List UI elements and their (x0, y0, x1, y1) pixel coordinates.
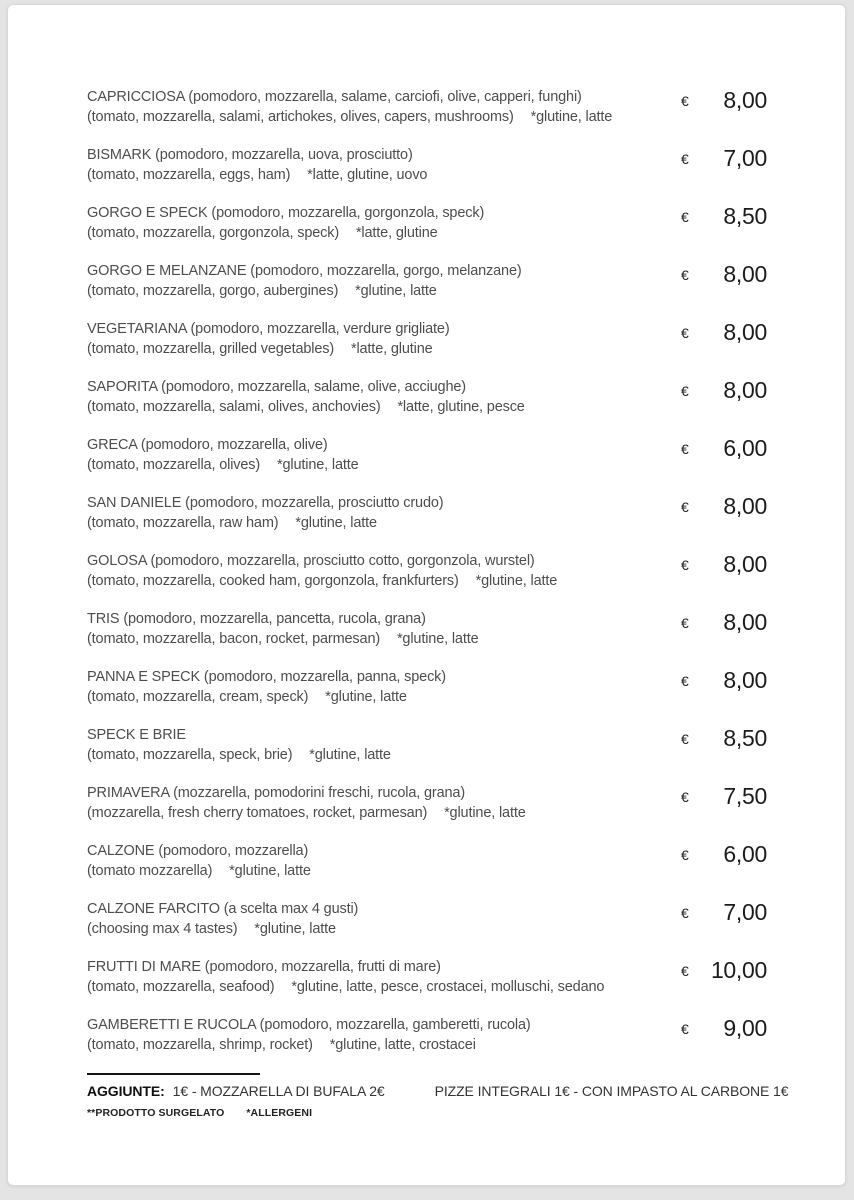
menu-footer (87, 1073, 789, 1120)
menu-item-text (87, 725, 681, 765)
frozen-product-note: **PRODOTTO SURGELATO (87, 1107, 225, 1119)
menu-item-detail (87, 919, 681, 939)
menu-item-translation: (tomato, mozzarella, gorgo, aubergines) (87, 283, 339, 299)
menu-item-price (681, 957, 767, 983)
menu-item-text (87, 87, 681, 127)
menu-item-name: FRUTTI DI MARE (87, 959, 201, 975)
additions-second: PIZZE INTEGRALI 1€ - CON IMPASTO AL CARBONE 1€ (434, 1083, 789, 1099)
menu-item-ingredients: (pomodoro, mozzarella, prosciutto cotto, gorgonzola, wurstel) (150, 553, 535, 569)
menu-item (87, 435, 767, 475)
menu-item (87, 261, 767, 301)
euro-currency-symbol: € (681, 557, 689, 573)
menu-item-price (681, 783, 767, 809)
euro-currency-symbol: € (681, 789, 689, 805)
menu-item (87, 725, 767, 765)
menu-item-text (87, 493, 681, 533)
menu-item-price (681, 493, 767, 519)
menu-item-translation: (tomato, mozzarella, cooked ham, gorgonzola, frankfurters) (87, 573, 459, 589)
price-amount: 8,00 (723, 377, 767, 403)
menu-item (87, 783, 767, 823)
menu-item-allergens: *latte, glutine, pesce (397, 399, 525, 415)
menu-item-name: SPECK E BRIE (87, 727, 186, 743)
menu-item (87, 145, 767, 185)
menu-item-name: CALZONE (87, 843, 155, 859)
menu-item-title (87, 493, 681, 513)
menu-item-name: GOLOSA (87, 553, 147, 569)
menu-item-text (87, 551, 681, 591)
menu-item-translation: (tomato, mozzarella, gorgonzola, speck) (87, 225, 340, 241)
menu-item-translation: (tomato, mozzarella, grilled vegetables) (87, 341, 335, 357)
price-amount: 6,00 (723, 841, 767, 867)
menu-item-ingredients: (pomodoro, mozzarella, verdure grigliate) (190, 321, 450, 337)
menu-item-title (87, 203, 681, 223)
footer-additions-line (87, 1082, 789, 1100)
menu-item (87, 377, 767, 417)
menu-item-price (681, 319, 767, 345)
menu-item-name: GORGO E SPECK (87, 205, 208, 221)
menu-item-detail (87, 977, 681, 997)
additions-first: 1€ - MOZZARELLA DI BUFALA 2€ (172, 1083, 385, 1099)
menu-item-detail (87, 165, 681, 185)
price-amount: 7,00 (723, 899, 767, 925)
menu-item-text (87, 841, 681, 881)
price-amount: 7,50 (723, 783, 767, 809)
menu-item-text (87, 261, 681, 301)
menu-item-allergens: *glutine, latte, crostacei (329, 1037, 476, 1053)
menu-item-translation: (tomato, mozzarella, salami, artichokes, olives, capers, mushrooms) (87, 109, 514, 125)
menu-item-ingredients: (a scelta max 4 gusti) (223, 901, 359, 917)
price-amount: 10,00 (710, 957, 767, 983)
menu-item-ingredients: (pomodoro, mozzarella, salame, carciofi, olive, capperi, funghi) (188, 89, 582, 105)
menu-item-allergens: *glutine, latte (355, 283, 437, 299)
euro-currency-symbol: € (681, 441, 689, 457)
price-amount: 8,50 (723, 203, 767, 229)
menu-item-price (681, 667, 767, 693)
menu-item-text (87, 783, 681, 823)
euro-currency-symbol: € (681, 383, 689, 399)
menu-item-ingredients: (pomodoro, mozzarella, pancetta, rucola, grana) (123, 611, 426, 627)
euro-currency-symbol: € (681, 905, 689, 921)
menu-item-translation: (tomato mozzarella) (87, 863, 213, 879)
menu-item-price (681, 87, 767, 113)
euro-currency-symbol: € (681, 93, 689, 109)
menu-item-text (87, 1015, 681, 1055)
menu-item-title (87, 319, 681, 339)
menu-item-allergens: *glutine, latte (444, 805, 526, 821)
menu-item-translation: (choosing max 4 tastes) (87, 921, 238, 937)
menu-item-translation: (tomato, mozzarella, bacon, rocket, parmesan) (87, 631, 381, 647)
menu-item-translation: (mozzarella, fresh cherry tomatoes, rocket, parmesan) (87, 805, 428, 821)
menu-item-title (87, 667, 681, 687)
euro-currency-symbol: € (681, 209, 689, 225)
menu-item-name: SAN DANIELE (87, 495, 182, 511)
euro-currency-symbol: € (681, 673, 689, 689)
price-amount: 8,00 (723, 493, 767, 519)
menu-item-detail (87, 107, 681, 127)
menu-item-translation: (tomato, mozzarella, cream, speck) (87, 689, 309, 705)
menu-page (7, 4, 846, 1186)
menu-item-ingredients: (pomodoro, mozzarella, panna, speck) (203, 669, 446, 685)
menu-item-title (87, 1015, 681, 1035)
menu-item-ingredients: (pomodoro, mozzarella) (158, 843, 309, 859)
menu-list (87, 87, 767, 1055)
menu-item (87, 1015, 767, 1055)
menu-item-allergens: *glutine, latte (229, 863, 311, 879)
price-amount: 8,00 (723, 261, 767, 287)
menu-item-translation: (tomato, mozzarella, salami, olives, anchovies) (87, 399, 381, 415)
menu-item-title (87, 783, 681, 803)
menu-item-text (87, 319, 681, 359)
menu-item-ingredients: (pomodoro, mozzarella, salame, olive, acciughe) (161, 379, 466, 395)
euro-currency-symbol: € (681, 1021, 689, 1037)
menu-item-ingredients: (pomodoro, mozzarella, gorgo, melanzane) (250, 263, 522, 279)
menu-item-ingredients: (pomodoro, mozzarella, gorgonzola, speck) (211, 205, 485, 221)
menu-item-title (87, 377, 681, 397)
allergens-note: *ALLERGENI (246, 1107, 313, 1119)
menu-item-ingredients: (mozzarella, pomodorini freschi, rucola, grana) (173, 785, 466, 801)
menu-item-detail (87, 629, 681, 649)
menu-item-text (87, 667, 681, 707)
menu-item-price (681, 725, 767, 751)
menu-item (87, 493, 767, 533)
menu-item-price (681, 261, 767, 287)
menu-item (87, 667, 767, 707)
menu-item-price (681, 435, 767, 461)
menu-item (87, 957, 767, 997)
menu-item-title (87, 609, 681, 629)
menu-item-detail (87, 745, 681, 765)
menu-item-ingredients: (pomodoro, mozzarella, gamberetti, rucola) (259, 1017, 531, 1033)
menu-item-price (681, 841, 767, 867)
menu-item (87, 609, 767, 649)
menu-item-detail (87, 571, 681, 591)
menu-item-name: TRIS (87, 611, 120, 627)
menu-item-detail (87, 687, 681, 707)
menu-item (87, 551, 767, 591)
menu-item-translation: (tomato, mozzarella, seafood) (87, 979, 275, 995)
menu-item (87, 319, 767, 359)
menu-item-name: GRECA (87, 437, 138, 453)
menu-item-detail (87, 455, 681, 475)
price-amount: 8,00 (723, 319, 767, 345)
menu-item-text (87, 609, 681, 649)
menu-item-title (87, 725, 681, 745)
menu-item-price (681, 1015, 767, 1041)
menu-item-ingredients: (pomodoro, mozzarella, olive) (140, 437, 328, 453)
menu-item-title (87, 899, 681, 919)
menu-item-text (87, 203, 681, 243)
menu-item-allergens: *glutine, latte (309, 747, 391, 763)
euro-currency-symbol: € (681, 267, 689, 283)
menu-item-detail (87, 223, 681, 243)
menu-item-name: BISMARK (87, 147, 152, 163)
menu-item-allergens: *glutine, latte (530, 109, 613, 125)
menu-item-text (87, 377, 681, 417)
menu-item-price (681, 609, 767, 635)
price-amount: 8,00 (723, 551, 767, 577)
menu-item-text (87, 899, 681, 939)
menu-item-detail (87, 803, 681, 823)
menu-item-price (681, 145, 767, 171)
menu-item-allergens: *glutine, latte (254, 921, 336, 937)
menu-item-title (87, 435, 681, 455)
menu-item-title (87, 957, 681, 977)
menu-item-allergens: *latte, glutine (355, 225, 438, 241)
menu-item-name: CAPRICCIOSA (87, 89, 185, 105)
menu-item-detail (87, 861, 681, 881)
menu-item-detail (87, 1035, 681, 1055)
menu-item-detail (87, 281, 681, 301)
euro-currency-symbol: € (681, 151, 689, 167)
menu-item-translation: (tomato, mozzarella, eggs, ham) (87, 167, 291, 183)
price-amount: 8,00 (723, 667, 767, 693)
price-amount: 8,00 (723, 609, 767, 635)
euro-currency-symbol: € (681, 731, 689, 747)
menu-item (87, 841, 767, 881)
menu-item-ingredients: (pomodoro, mozzarella, prosciutto crudo) (185, 495, 444, 511)
euro-currency-symbol: € (681, 847, 689, 863)
price-amount: 6,00 (723, 435, 767, 461)
menu-item-name: SAPORITA (87, 379, 158, 395)
menu-item-name: CALZONE FARCITO (87, 901, 220, 917)
additions-label: AGGIUNTE: (87, 1083, 165, 1099)
menu-item-translation: (tomato, mozzarella, shrimp, rocket) (87, 1037, 313, 1053)
menu-item-allergens: *latte, glutine (350, 341, 433, 357)
price-amount: 7,00 (723, 145, 767, 171)
menu-item-name: GAMBERETTI E RUCOLA (87, 1017, 256, 1033)
menu-item-translation: (tomato, mozzarella, raw ham) (87, 515, 279, 531)
price-amount: 8,50 (723, 725, 767, 751)
euro-currency-symbol: € (681, 963, 689, 979)
menu-item-allergens: *glutine, latte (396, 631, 479, 647)
menu-item-name: GORGO E MELANZANE (87, 263, 247, 279)
menu-item-allergens: *latte, glutine, uovo (307, 167, 428, 183)
menu-item-title (87, 551, 681, 571)
menu-item-detail (87, 339, 681, 359)
menu-item-title (87, 87, 681, 107)
euro-currency-symbol: € (681, 499, 689, 515)
menu-item-price (681, 899, 767, 925)
menu-item-ingredients: (pomodoro, mozzarella, uova, prosciutto) (155, 147, 413, 163)
menu-item-name: PANNA E SPECK (87, 669, 201, 685)
menu-item-ingredients: (pomodoro, mozzarella, frutti di mare) (204, 959, 441, 975)
menu-item-detail (87, 513, 681, 533)
menu-item-allergens: *glutine, latte (475, 573, 558, 589)
price-amount: 9,00 (723, 1015, 767, 1041)
menu-item (87, 899, 767, 939)
menu-item-allergens: *glutine, latte (325, 689, 407, 705)
euro-currency-symbol: € (681, 615, 689, 631)
menu-item-title (87, 841, 681, 861)
menu-item-allergens: *glutine, latte (295, 515, 377, 531)
menu-item-title (87, 145, 681, 165)
menu-item (87, 203, 767, 243)
menu-item-price (681, 377, 767, 403)
euro-currency-symbol: € (681, 325, 689, 341)
menu-item-text (87, 145, 681, 185)
footer-divider (87, 1073, 260, 1075)
footer-notes-line (87, 1107, 767, 1120)
menu-item-name: VEGETARIANA (87, 321, 187, 337)
menu-item-name: PRIMAVERA (87, 785, 170, 801)
menu-item-translation: (tomato, mozzarella, olives) (87, 457, 261, 473)
menu-item-detail (87, 397, 681, 417)
menu-item-price (681, 203, 767, 229)
menu-item-title (87, 261, 681, 281)
menu-item-allergens: *glutine, latte, pesce, crostacei, molluschi, sedano (291, 979, 605, 995)
price-amount: 8,00 (723, 87, 767, 113)
menu-item-translation: (tomato, mozzarella, speck, brie) (87, 747, 293, 763)
menu-item (87, 87, 767, 127)
menu-item-text (87, 435, 681, 475)
menu-item-price (681, 551, 767, 577)
menu-item-text (87, 957, 681, 997)
menu-item-allergens: *glutine, latte (276, 457, 359, 473)
